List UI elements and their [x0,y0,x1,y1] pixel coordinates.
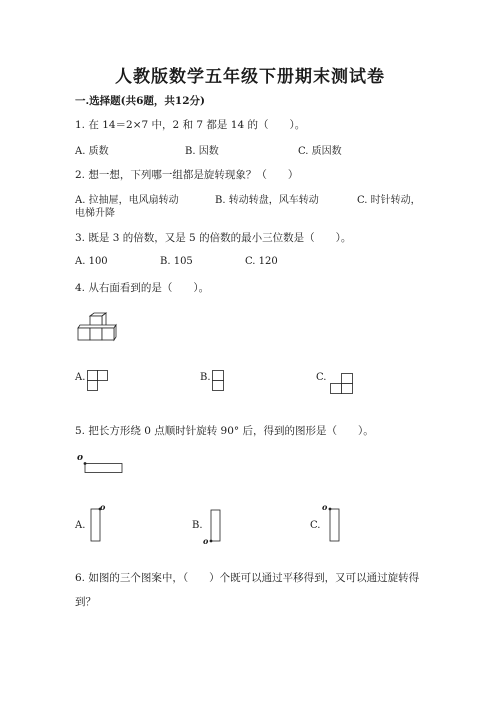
question-2-option-c[interactable]: C. 时针转动， [357,195,421,206]
question-1-text: 1. 在 14＝2×7 中，2 和 7 都是 14 的（ ）。 [75,119,306,131]
question-4-option-a-figure [87,370,109,392]
section-heading: 一.选择题(共6题，共12分) [75,95,206,107]
question-5-text: 5. 把长方形绕 0 点顺时针旋转 90° 后，得到的图形是（ ）。 [75,425,374,437]
question-4-option-b-figure [212,370,225,392]
question-2-text: 2. 想一想，下列哪一组都是旋转现象？（ ） [75,169,299,181]
question-5-option-b-point-label: o [203,536,209,546]
cube-figure [76,313,116,343]
question-1-option-b[interactable]: B. 因数 [185,146,219,157]
rotation-point-label: o [77,453,84,463]
question-6-text-line-2: 到？ [75,596,96,608]
question-5-option-a-point-label: o [100,502,106,512]
question-6-text-line-1: 6. 如图的三个图案中，（ ）个既可以通过平移得到，又可以通过旋转得 [75,572,420,584]
question-3-text: 3. 既是 3 的倍数，又是 5 的倍数的最小三位数是（ ）。 [75,232,352,244]
question-3-option-a[interactable]: A. 100 [75,256,108,267]
question-1-option-c[interactable]: C. 质因数 [298,146,342,157]
question-1-option-a[interactable]: A. 质数 [75,146,109,157]
question-5-option-b[interactable]: B. [192,520,203,531]
question-2-option-c-continued: 电梯升降 [75,208,115,219]
question-5-option-b-figure [206,508,226,548]
question-5-option-c[interactable]: C. [310,520,321,531]
question-3-option-c[interactable]: C. 120 [245,256,278,267]
question-5-option-c-point-label: o [322,502,328,512]
question-4-option-c-figure [329,373,354,395]
question-4-option-c[interactable]: C. [316,372,327,383]
question-2-option-b[interactable]: B. 转动转盘，风车转动 [215,195,319,206]
question-4-option-a[interactable]: A. [75,372,86,383]
question-4-text: 4. 从右面看到的是（ ）。 [75,282,210,294]
question-2-option-a[interactable]: A. 拉抽屉，电风扇转动 [75,195,179,206]
question-5-option-a[interactable]: A. [75,520,86,531]
question-3-option-b[interactable]: B. 105 [160,256,193,267]
rectangle-figure [82,460,124,474]
question-4-option-b[interactable]: B. [200,372,211,383]
page-title: 人教版数学五年级下册期末测试卷 [115,67,385,87]
